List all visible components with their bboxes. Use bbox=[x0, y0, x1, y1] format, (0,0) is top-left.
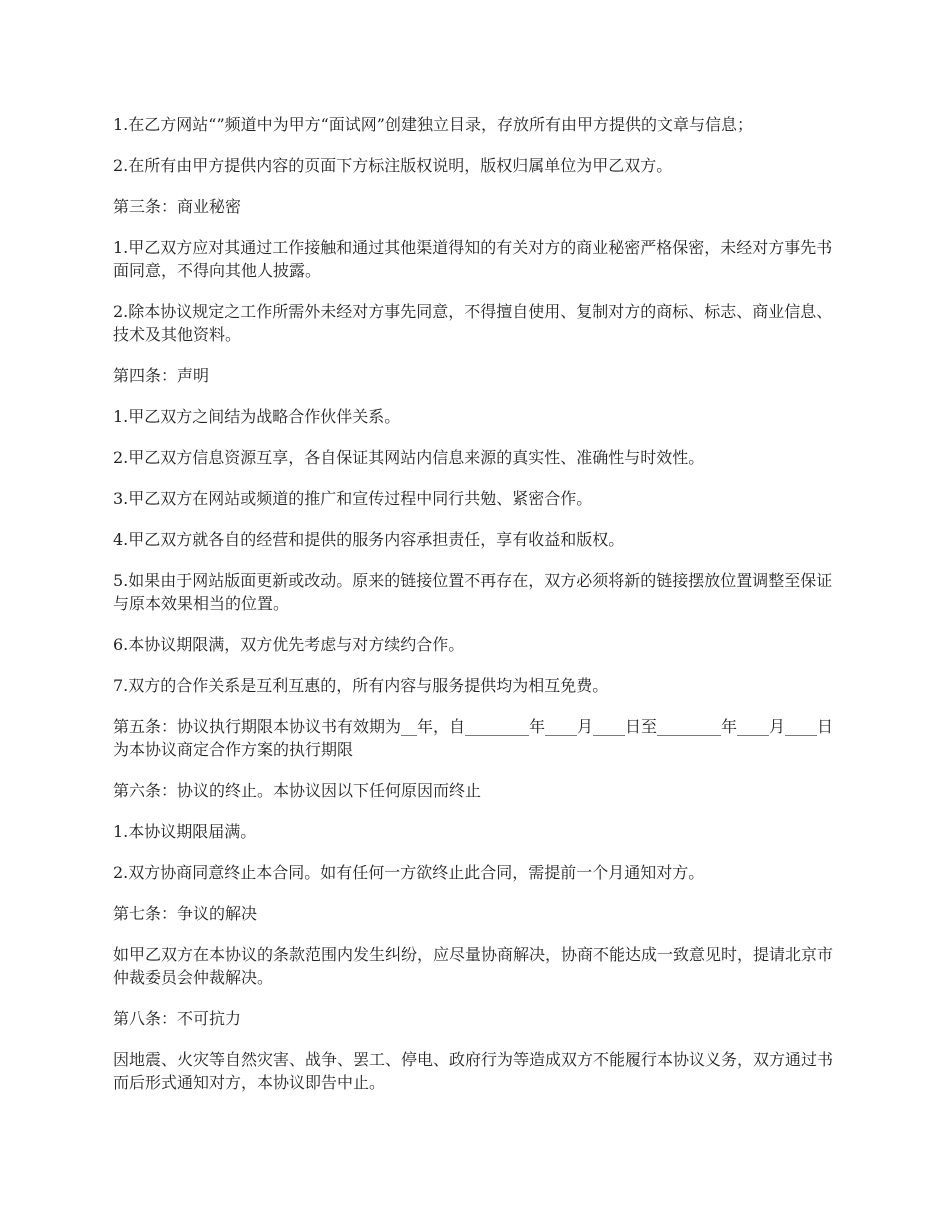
clause-4-4: 4.甲乙双方就各自的经营和提供的服务内容承担责任，享有收益和版权。 bbox=[113, 530, 625, 549]
article-6-heading: 第六条：协议的终止。本协议因以下任何原因而终止 bbox=[113, 781, 482, 800]
clause-4-3: 3.甲乙双方在网站或频道的推广和宣传过程中同行共勉、紧密合作。 bbox=[113, 489, 593, 508]
article-8-heading: 第八条：不可抗力 bbox=[113, 1009, 242, 1028]
clause-7-text: 如甲乙双方在本协议的条款范围内发生纠纷，应尽量协商解决，协商不能达成一致意见时，提请北京市仲裁委员会仲裁解决。 bbox=[113, 945, 834, 987]
clause-6-1: 1.本协议期限届满。 bbox=[113, 822, 257, 841]
clause-3-1: 1.甲乙双方应对其通过工作接触和通过其他渠道得知的有关对方的商业秘密严格保密，未经对方事先书面同意，不得向其他人披露。 bbox=[113, 238, 833, 280]
clause-4-7: 7.双方的合作关系是互利互惠的，所有内容与服务提供均为相互免费。 bbox=[113, 676, 609, 695]
clause-4-5: 5.如果由于网站版面更新或改动。原来的链接位置不再存在，双方必须将新的链接摆放位置调整至保证与原本效果相当的位置。 bbox=[113, 571, 833, 613]
clause-4-1: 1.甲乙双方之间结为战略合作伙伴关系。 bbox=[113, 407, 401, 426]
clause-4-6: 6.本协议期限满，双方优先考虑与对方续约合作。 bbox=[113, 635, 465, 654]
clause-4-2: 2.甲乙双方信息资源互享，各自保证其网站内信息来源的真实性、准确性与时效性。 bbox=[113, 448, 705, 467]
clause-8-text: 因地震、火灾等自然灾害、战争、罢工、停电、政府行为等造成双方不能履行本协议义务，双方通过书而后形式通知对方，本协议即告中止。 bbox=[113, 1050, 834, 1092]
article-5-term: 第五条：协议执行期限本协议书有效期为__年，自________年____月____日至________年____月____日为本协议商定合作方案的执行期限 bbox=[113, 717, 834, 759]
clause-1-1: 1.在乙方网站“”频道中为甲方“面试网”创建独立目录，存放所有由甲方提供的文章与信息； bbox=[113, 115, 753, 134]
article-4-heading: 第四条：声明 bbox=[113, 366, 210, 385]
article-3-heading: 第三条：商业秘密 bbox=[113, 197, 242, 216]
clause-3-2: 2.除本协议规定之工作所需外未经对方事先同意，不得擅自使用、复制对方的商标、标志、商业信息、技术及其他资料。 bbox=[113, 302, 833, 344]
clause-6-2: 2.双方协商同意终止本合同。如有任何一方欲终止此合同，需提前一个月通知对方。 bbox=[113, 863, 705, 882]
article-7-heading: 第七条：争议的解决 bbox=[113, 904, 258, 923]
document-body bbox=[113, 113, 843, 1112]
clause-1-2: 2.在所有由甲方提供内容的页面下方标注版权说明，版权归属单位为甲乙双方。 bbox=[113, 156, 673, 175]
